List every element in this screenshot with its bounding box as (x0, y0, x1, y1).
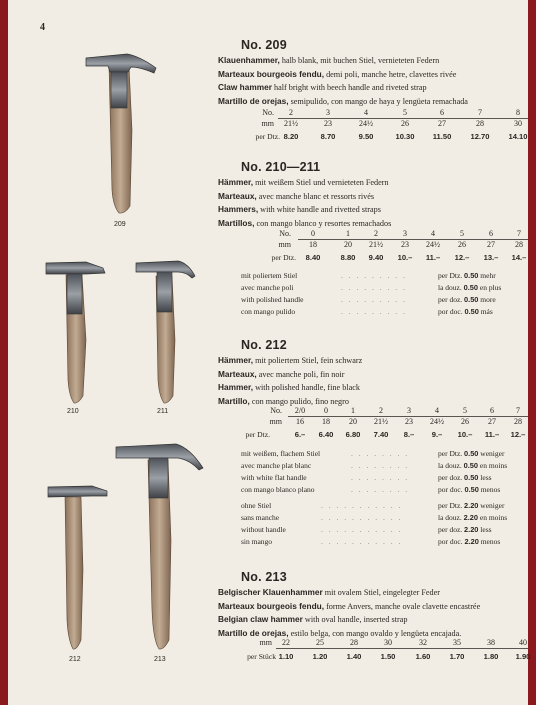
s210-mm-row: mm 18 20 21½ 23 24½ 26 27 28 (278, 240, 523, 249)
section-209-title: No. 209 (241, 38, 287, 52)
figure-label-213: 213 (154, 656, 166, 663)
page-number: 4 (40, 22, 45, 33)
hammer-212-illustration (48, 486, 107, 649)
s210-surcharges: mit poliertem Stiel . . . . . . . . . per Dtz. 0.50 mehr avec manche poli . . . . . . . . . la douz. 0.50 en plus with polished handle . . . . . . . . . per doz. 0.50 more con mango pulido . . . . . . . . . por doc. 0.50 más (241, 271, 502, 316)
s212-surcharges-no-handle: ohne Stiel . . . . . . . . . . . per Dtz. 2.20 weniger sans manche . . . . . . . . . . . la douz. 2.20 en moins without handle . . . . . . . . . . . per doz. 2.20 less sin mango . . . . . . . . . . . por doc. 2.20 menos (241, 501, 508, 546)
s209-number-row: No. 2 3 4 5 6 7 8 (262, 108, 520, 117)
catalog-page (8, 0, 531, 705)
section-210-211-description: Hämmer, mit weißem Stiel und vernieteten Federn Marteaux, avec manche blanc et ressorts rivés Hammers, with white handle and rivetted straps Martillos, con mango blanco y resortes remachados (218, 177, 392, 228)
section-209-description: Klauenhammer, halb blank, mit buchen Stiel, vernieteten Federn Marteaux bourgeois fendu, demi poli, manche hetre, clavettes rivée Claw hammer half bright with beech handle and riveted strap Martillo de orejas, semipulido, con mango de haya y lengüeta remachada (218, 55, 468, 106)
figure-label-212: 212 (69, 656, 81, 663)
section-213-title: No. 213 (241, 570, 287, 584)
figure-label-210: 210 (67, 408, 79, 415)
section-213-description: Belgischer Klauenhammer mit ovalem Stiel, eingelegter Feder Marteaux bourgeois fendu, forme Anvers, manche ovale clavette encastrée Belgian claw hammer with oval handle, inserted strap Martillo de orejas, estilo belga, con mango ovaldo y lengüeta encajada. (218, 587, 481, 638)
section-212-title: No. 212 (241, 338, 287, 352)
s209-price-row: per Dtz. 8.20 8.70 9.50 10.30 11.50 12.70 14.10 (255, 132, 528, 141)
s212-surcharges-flat: mit weißem, flachem Stiel . . . . . . . . per Dtz. 0.50 weniger avec manche plat blanc . . . . . . . . la douz. 0.50 en moins with white flat handle . . . . . . . . per doz. 0.50 less con mango blanco plano . . . . . . . . por doc. 0.50 menos (241, 449, 508, 494)
hammer-211-illustration (136, 261, 195, 403)
section-212-description: Hämmer, mit poliertem Stiel, fein schwarz Marteaux, avec manche poli, fin noir Hammer, with polished handle, fine black Martillo, con mango pulido, fino negro (218, 355, 363, 406)
s212-price-row: per Dtz. 6.– 6.40 6.80 7.40 8.– 9.– 10.– 11.– 12.– (245, 430, 526, 439)
s213-mm-row: mm 22 25 28 30 32 35 38 40 (259, 638, 527, 647)
s212-mm-row: mm 16 18 20 21½ 23 24½ 26 27 28 (269, 417, 522, 426)
hammer-213-illustration (116, 444, 203, 649)
s212-number-row: No. 2/0 0 1 2 3 4 5 6 7 (270, 406, 520, 415)
figure-label-211: 211 (157, 408, 169, 415)
s213-price-row: per Stück 1.10 1.20 1.40 1.50 1.60 1.70 1.80 1.90 (247, 652, 531, 661)
section-210-211-title: No. 210—211 (241, 160, 321, 174)
hammer-210-illustration (46, 262, 105, 403)
s210-price-row: per Dtz. 8.40 8.80 9.40 10.– 11.– 12.– 13.– 14.– (271, 253, 527, 262)
s210-number-row: No. 0 1 2 3 4 5 6 7 (279, 229, 521, 238)
figure-label-209: 209 (114, 221, 126, 228)
s209-mm-row: mm 21½ 23 24½ 26 27 28 30 (261, 119, 522, 128)
